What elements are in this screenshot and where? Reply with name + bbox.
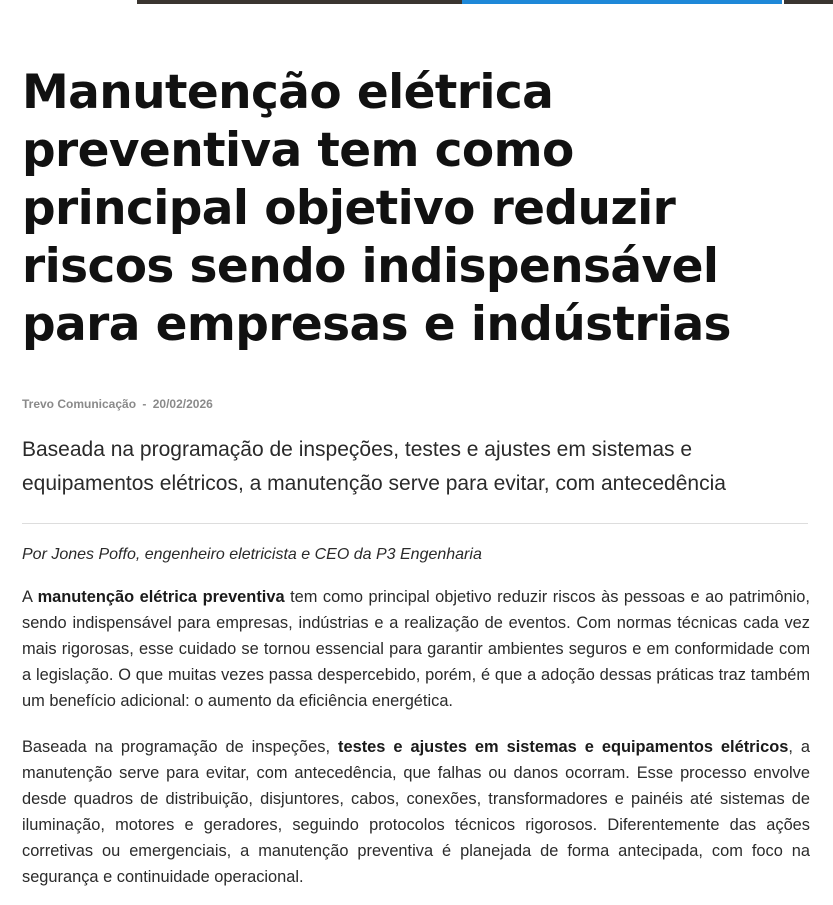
article	[22, 64, 810, 890]
paragraph-2-suffix: , a manutenção serve para evitar, com antecedência, que falhas ou danos ocorram. Esse processo envolve desde quadros de distribuição, disjuntores, cabos, conexões, transformadores e painéis até sistemas de iluminação, motores e geradores, seguindo protocolos técnicos rigorosos. Diferentemente das ações corretivas ou emergenciais, a manutenção preventiva é planejada de forma antecipada, com foco na segurança e continuidade operacional.	[22, 738, 811, 886]
article-byline	[22, 397, 810, 411]
body-paragraph-1	[22, 584, 810, 714]
article-headline: Manutenção elétrica preventiva tem como principal objetivo reduzir riscos sendo indispensável para empresas e indústrias	[22, 65, 731, 352]
byline-author[interactable]: Trevo Comunicação	[22, 397, 137, 411]
paragraph-1-prefix: A	[22, 588, 38, 606]
paragraph-1-bold: manutenção elétrica preventiva	[37, 588, 285, 606]
paragraph-1-suffix: tem como principal objetivo reduzir riscos às pessoas e ao patrimônio, sendo indispensável para empresas, indústrias e a realização de eventos. Com normas técnicas cada vez mais rigorosas, esse cuidado se tornou essencial para garantir ambientes seguros e em conformidade com a legislação. O que muitas vezes passa despercebido, porém, é que a adoção dessas práticas traz também um benefício adicional: o aumento da eficiência energética.	[22, 588, 810, 710]
top-strip-blue-segment	[462, 0, 782, 4]
article-author-line: Por Jones Poffo, engenheiro eletricista e CEO da P3 Engenharia	[22, 546, 482, 563]
byline-separator: -	[142, 397, 147, 411]
top-strip-dark-segment	[137, 0, 462, 4]
article-lead: Baseada na programação de inspeções, testes e ajustes em sistemas e equipamentos elétricos, a manutenção serve para evitar, com antecedência	[22, 438, 726, 495]
top-image-strip	[0, 0, 833, 4]
paragraph-2-prefix: Baseada na programação de inspeções,	[22, 738, 339, 756]
top-strip-dark-segment-right	[784, 0, 833, 4]
body-paragraph-2	[22, 734, 810, 890]
lead-divider	[22, 523, 808, 524]
paragraph-2-bold: testes e ajustes em sistemas e equipamentos elétricos	[338, 738, 789, 756]
byline-date: 20/02/2026	[152, 397, 213, 411]
